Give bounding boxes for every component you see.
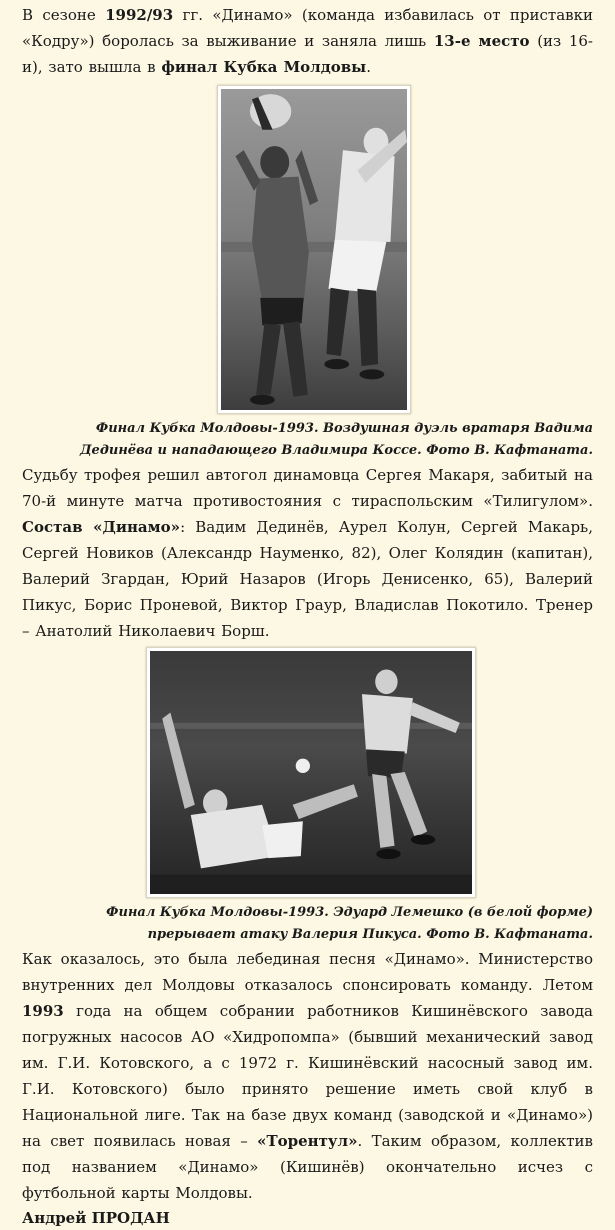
author-signature: Андрей ПРОДАН (22, 1209, 170, 1227)
photo-caption (22, 902, 593, 946)
place-highlight: 13-е место (433, 32, 530, 50)
text-run: гг. «Динамо» (команда избавилась от приставки «Кодру») боролась за выживание и заняла лишь (22, 6, 593, 50)
lineup-label: Состав «Динамо» (22, 518, 181, 536)
text-run: Как оказалось, это была лебединая песня «Динамо». Министерство внутренних дел Молдовы отказалось спонсировать команду. Летом (22, 950, 593, 994)
caption-line: Финал Кубка Молдовы-1993. Воздушная дуэль вратаря Вадима (95, 421, 593, 436)
tackle-photo (146, 647, 476, 898)
cup-final-highlight: финал Кубка Молдовы (161, 58, 367, 76)
caption-line: Дединёва и нападающего Владимира Коссе. Фото В. Кафтаната. (80, 443, 593, 458)
goalkeeper-duel-photo (217, 85, 411, 414)
text-run: В сезоне (22, 6, 106, 24)
year-highlight: 1993 (22, 1002, 64, 1020)
text-run: (из 16-и), зато вышла в (22, 32, 594, 76)
text-run: . (366, 58, 371, 76)
caption-line: прерывает атаку Валерия Пикуса. Фото В. Кафтаната. (147, 927, 593, 942)
caption-line: Финал Кубка Молдовы-1993. Эдуард Лемешко (в белой форме) (106, 905, 593, 920)
figure-tackle (22, 647, 593, 946)
club-name-highlight: «Торентул» (257, 1132, 358, 1150)
football-photo-image (150, 651, 472, 894)
photo-caption (22, 418, 593, 462)
intro-paragraph (22, 0, 593, 80)
season-highlight: 1992/93 (105, 6, 174, 24)
football-photo-image (221, 89, 407, 410)
text-run: года на общем собрании работников Кишинёвского завода погружных насосов АО «Хидропомпа» (бывший механический завод им. Г.И. Котовского, а с 1972 г. Кишинёвский насосный завод им. Г.И. Котовского) было принято решение иметь свой клуб в Национальной лиге. Так на базе двух команд (заводской и «Динамо») на свет появилась новая – (22, 1002, 593, 1150)
final-result-paragraph (22, 462, 593, 644)
figure-goalkeeper-duel (22, 85, 593, 462)
club-history-paragraph (22, 946, 593, 1206)
text-run: . Таким образом, коллектив под названием «Динамо» (Кишинёв) окончательно исчез с футбольной карты Молдовы. (22, 1132, 594, 1202)
text-run: : Вадим Дединёв, Аурел Колун, Сергей Макарь, Сергей Новиков (Александр Науменко, 82), Олег Колядин (капитан), Валерий Згардан, Юрий Назаров (Игорь Денисенко, 65), Валерий Пикус, Борис Проневой, Виктор Граур, Владислав Покотило. Тренер – Анатолий Николаевич Борш. (22, 518, 593, 640)
text-run: Судьбу трофея решил автогол динамовца Сергея Макаря, забитый на 70-й минуте матча противостояния с тираспольским «Тилигулом». (22, 466, 593, 510)
